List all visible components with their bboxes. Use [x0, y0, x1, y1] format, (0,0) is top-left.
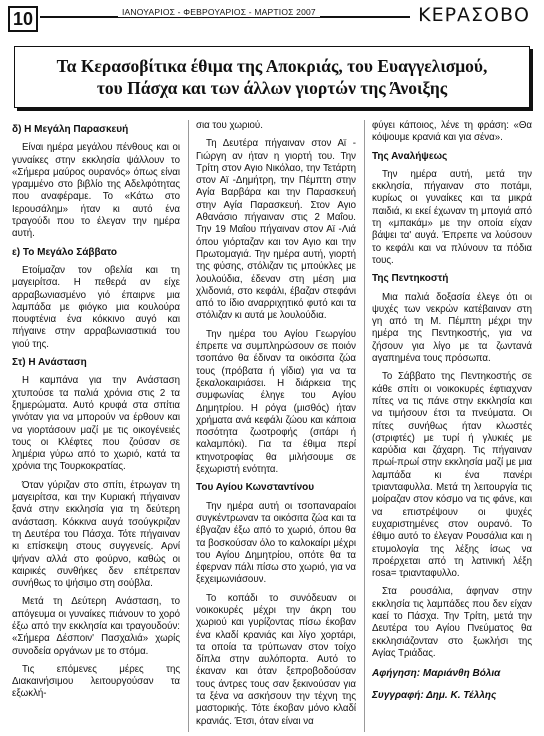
column-3 — [364, 120, 532, 732]
article-body — [12, 120, 532, 732]
paragraph: Όταν γύριζαν στο σπίτι, έτρωγαν τη μαγειρίτσα, και την Κυριακή πήγαιναν ξανά στην εκκλησία για τη δεύτερη ανάσταση. Κόκκινα αυγά τσούγκριζαν τη Δευτέρα του Πάσχα. Τότε πήγαιναν κι επίσκεψη στους συγγενείς. Αρνί ψήναν αλλά στο φούρνο, καθώς οι καιρικές συνθήκες δεν επέτρεπαν συνήθως το ψήσιμο στη σούβλα. — [12, 479, 180, 590]
issue-date: ΙΑΝΟΥΑΡΙΟΣ - ΦΕΒΡΟΥΑΡΙΟΣ - ΜΑΡΤΙΟΣ 2007 — [118, 7, 320, 17]
magazine-name: ΚΕΡΑΣΟΒΟ — [418, 4, 530, 26]
paragraph: Την ημέρα του Αγίου Γεωργίου έπρεπε να συμπληρώσουν σε ποιόν τσοπάνο θα έδιναν τα οικόσιτα ζώα τους (πρόβατα ή γίδια) για να τα ξεκαλοκαιριάσει. Η διάρκεια της συμφωνίας έληγε του Αγίου Δημητρίου. Η ρόγα (μισθός) ήταν χρήματα ανά κεφάλι ζώου και κάποια ποσότητα ζωοτροφής (σιτάρι ή καλαμπόκι). Για τα έθιμα περί κτηνοτροφίας θα μιλήσουμε σε ξεχωριστή ενότητα. — [196, 328, 356, 476]
paragraph: Την ημέρα αυτή οι τσοπαναραίοι συγκέντρωναν τα οικόσιτα ζώα και τα έβγαζαν έξω από το χωριό, όπου θα τα βοσκούσαν όλο το καλοκαίρι μέχρι του Αγίου Δημητρίου, οπότε θα τα έφερναν πάλι πίσω στο χωριό, για να ξεχειμωνιάσουν. — [196, 500, 356, 586]
column-1 — [12, 120, 188, 732]
section-heading-saint-constantine: Του Αγίου Κωνσταντίνου — [196, 482, 315, 494]
article-title-line-1: Τα Κερασοβίτικα έθιμα της Αποκριάς, του Ευαγγελισμού, — [56, 56, 488, 76]
paragraph: Το κοπάδι το συνόδευαν οι νοικοκυρές μέχρι την άκρη του χωριού και γυρίζοντας πίσω έκοβαν ένα κλαδί κρανιάς και λίγο χορτάρι, τα οποία τα τρύπωναν στον τοίχο δίπλα στην αυλόπορτα. Αυτό το έκαναν και όταν ξεπροβοδούσαν τους άντρες τους σαν ξεκινούσαν για τα ξένα να ασκήσουν την τέχνη της μαστορικής. Τότε έκοβαν μόνο κλαδί κρανιάς. Έτσι, όταν είναι να — [196, 592, 356, 727]
paragraph: φύγει κάποιος, λένε τη φράση: «Θα κόψουμε κρανιά και για σένα». — [372, 120, 532, 144]
narrator-credit: Αφήγηση: Μαριάνθη Βόλια — [372, 668, 501, 680]
section-heading-good-friday: δ) Η Μεγάλη Παρασκευή — [12, 124, 129, 135]
paragraph: Στα ρουσάλια, άφηναν στην εκκλησία τις λαμπάδες που δεν είχαν καεί το Πάσχα. Την Τρίτη, μετά την Δευτέρα του Αγίου Πνεύματος θα εκκλησιάζονταν στο ξωκλήσι της Αγίας Τριάδας. — [372, 586, 532, 659]
paragraph: Τις επόμενες μέρες της Διακαινήσιμου λειτουργούσαν τα εξωκλή- — [12, 663, 180, 700]
paragraph: Μια παλιά δοξασία έλεγε ότι οι ψυχές των νεκρών κατέβαιναν στη γη από τη Μ. Πέμπτη μέχρι την ημέρα της Πεντηκοστής, για να ζήσουν για λίγο με τα ζωντανά αγαπημένα τους πρόσωπα. — [372, 291, 532, 365]
section-heading-resurrection: Στ) Η Ανάσταση — [12, 357, 87, 369]
section-heading-ascension: Της Αναλήψεως — [372, 150, 448, 162]
section-heading-pentecost: Της Πεντηκοστή — [372, 273, 449, 285]
paragraph: Ετοίμαζαν τον οβελία και τη μαγειρίτσα. Η πεθερά αν είχε αρραβωνιασμένο γιό έπαιρνε μια λαμπάδα με φιόγκο μια κουλούρα πουφτένια ένα κόκκινο αυγό και πήγαινε στην αρραβωνιαστικιά του γιού της. — [12, 264, 180, 350]
paragraph: Τη Δευτέρα πήγαιναν στον Αϊ - Γιώργη αν ήταν η γιορτή του. Την Τρίτη στον Αγιο Νικόλαο, την Τετάρτη στον Αϊ -Δημήτρη, την Πέμπτη στην Αγία Βαρβάρα και την Παρασκευή στην Αγία Παρασκευή. Στον Αγιο Αθανάσιο πήγαιναν στις 2 Μαΐου. Την 19 Μαΐου πήγαιναν στον Αϊ -Λιά όπου γιόρταζαν και τον Αγιο και την Πρωτομαγιά. Την ημέρα αυτή, γιορτή της φύσης, στόλιζαν τις μπούκλες με λουλούδια, έδεναν στη μέση μια χλιδονιά, στο κεφάλι, έβαζαν στεφάνι από το ίδιο αναρριχητικό φυτό και τα στόλιζαν κι αυτά με λουλούδια. — [196, 138, 356, 322]
author-credit: Συγγραφή: Δημ. Κ. Τέλλης — [372, 690, 497, 702]
paragraph: Το Σάββατο της Πεντηκοστής σε κάθε σπίτι οι νοικοκυρές έφτιαχναν πίτες να τις πάνε στην εκκλησία και να τιμήσουν έτσι τα πνεύματα. Οι πίτες συνήθως ήταν κλωστές (στριφτές) με τυρί ή γλυκιές με καρύδια και ζάχαρη. Τις πήγαιναν πρωί-πρωί στην εκκλησία μαζί με μια λαμπάδα κι ένα πανέρι τριανταφυλλα. Μετά τη λειτουργία τις μοίραζαν στον κόσμο να τις φάνε, και να επιστρέψουν οι ψυχές ευχαριστημένες στον ουρανό. Το έθιμο αυτό το έλεγαν Ρουσάλια και η ετυμολογία της λέξης ίσως να προέρχεται από τη λατινική λέξη rosa= τριανταφυλλο. — [372, 371, 532, 580]
paragraph: σια του χωριού. — [196, 120, 263, 131]
paragraph: Η καμπάνα για την Ανάσταση χτυπούσε τα παλιά χρόνια στις 2 τα ξημερώματα. Αυτό κρυφά στα σπίτια γινόταν για να μπορούν να έρθουν και να γιορτάσουν μαζί με τις οικογένειές τους οι Κλέφτες που ζούσαν σε λημέρια γύρω από το χωριό, κατά τα χρόνια της Τουρκοκρατίας. — [12, 375, 180, 473]
article-title-line-2: του Πάσχα και των άλλων γιορτών της Άνοιξης — [96, 78, 448, 98]
section-heading-holy-saturday: ε) Το Μεγάλο Σάββατο — [12, 246, 118, 258]
paragraph: Μετά τη Δεύτερη Ανάσταση, το απόγευμα οι γυναίκες πιάνουν το χορό έξω από την εκκλησία και τραγουδούν: «Σήμερα Δέσποιν' Πασχαλιά» χωρίς συνοδεία οργάνων με το στόμα. — [12, 596, 180, 657]
paragraph: Την ημέρα αυτή, μετά την εκκλησία, πήγαιναν στο ποτάμι, κυρίως οι γυναίκες και τα μικρά παιδιά, κι εκεί έχωναν τη μπογιά από τη «μπακάμ» με την οποία είχαν βάψει τα' αυγά. Έπρεπε να λούσουν το κεφάλι και να πλύνουν τα πόδια τους. — [372, 168, 532, 266]
article-title-box — [14, 46, 530, 108]
paragraph: Είναι ημέρα μεγάλου πένθους και οι γυναίκες στην εκκλησία ψάλλουν το «Σήμερα μαύρος ουρανός» όπως είναι γραμμένο στο βιβλίο της Αδελφότητας που αναφέραμε. Το «Κάτω στο Ιερουσάλημ» ήταν κι αυτό ένα τραγούδι που το έλεγαν την ημέρα αυτή. — [12, 142, 180, 240]
column-2 — [188, 120, 364, 732]
page-number: 10 — [8, 6, 38, 32]
